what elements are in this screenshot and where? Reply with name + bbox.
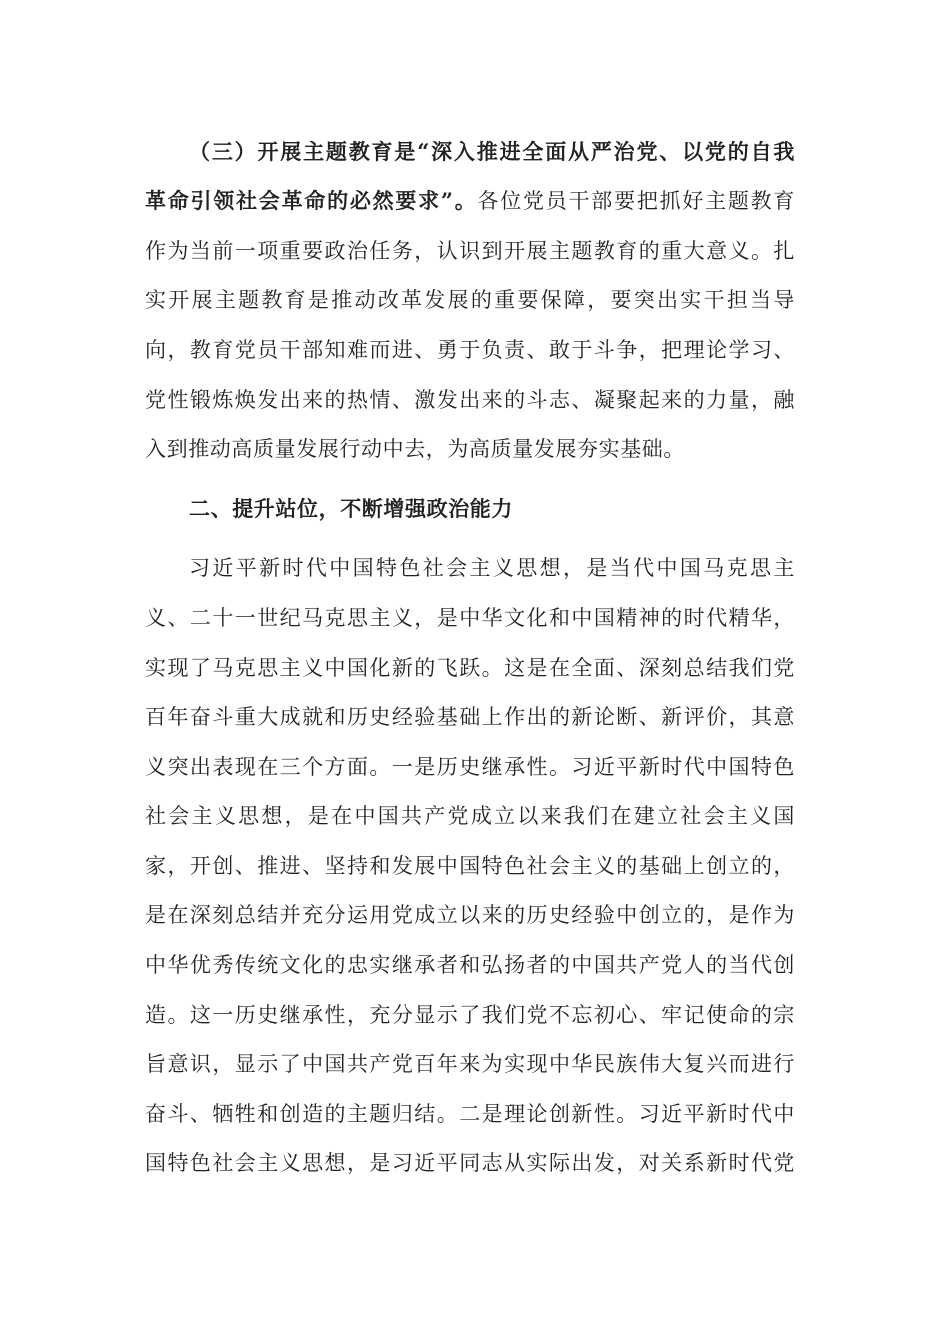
para2-line13: 国特色社会主义思想，是习近平同志从实际出发，对关系新时代党	[145, 1151, 795, 1175]
para2-line3: 实现了马克思主义中国化新的飞跃。这是在全面、深刻总结我们党	[145, 656, 795, 680]
section3-line7: 入到推动高质量发展行动中去，为高质量发展夯实基础。	[145, 437, 685, 461]
para2-line10: 造。这一历史继承性，充分显示了我们党不忘初心、牢记使命的宗	[145, 1003, 795, 1027]
para2-line1: 习近平新时代中国特色社会主义思想，是当代中国马克思主	[189, 556, 795, 580]
para2-line12: 奋斗、牺牲和创造的主题归结。二是理论创新性。习近平新时代中	[145, 1102, 795, 1126]
section3-line6: 党性锻炼焕发出来的热情、激发出来的斗志、凝聚起来的力量，融	[145, 388, 795, 412]
section3-line2-rest: 各位党员干部要把抓好主题教育	[477, 189, 795, 213]
para2-line5: 义突出表现在三个方面。一是历史继承性。习近平新时代中国特色	[145, 755, 795, 779]
para2-line2: 义、二十一世纪马克思主义，是中华文化和中国精神的时代精华，	[145, 606, 795, 630]
section3-line4: 实开展主题教育是推动改革发展的重要保障，要突出实干担当导	[145, 288, 795, 312]
section3-title-line1: （三）开展主题教育是“深入推进全面从严治党、以党的自我	[189, 139, 795, 164]
section3-title-line2: 革命引领社会革命的必然要求”。	[145, 188, 478, 213]
section3-line3: 作为当前一项重要政治任务，认识到开展主题教育的重大意义。扎	[145, 239, 795, 263]
para2-line4: 百年奋斗重大成就和历史经验基础上作出的新论断、新评价，其意	[145, 705, 795, 729]
para2-line8: 是在深刻总结并充分运用党成立以来的历史经验中创立的，是作为	[145, 903, 795, 927]
section-heading-2: 二、提升站位，不断增强政治能力	[189, 496, 513, 521]
section3-line2	[145, 186, 795, 216]
para2-line9: 中华优秀传统文化的忠实继承者和弘扬者的中国共产党人的当代创	[145, 953, 795, 977]
section3-line5: 向，教育党员干部知难而进、勇于负责、敢于斗争，把理论学习、	[145, 338, 795, 362]
para2-line7: 家，开创、推进、坚持和发展中国特色社会主义的基础上创立的，	[145, 854, 795, 878]
para2-line6: 社会主义思想，是在中国共产党成立以来我们在建立社会主义国	[145, 804, 795, 828]
para2-line11: 旨意识，显示了中国共产党百年来为实现中华民族伟大复兴而进行	[145, 1052, 795, 1076]
